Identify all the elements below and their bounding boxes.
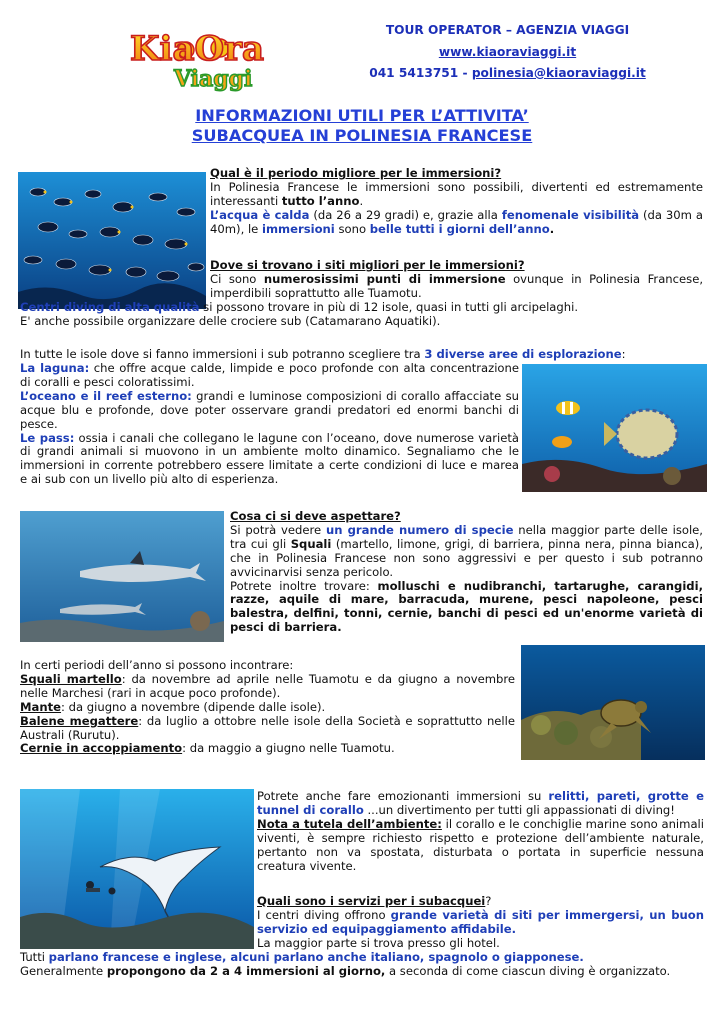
text-pass: ossia i canali che collegano le lagune con l’oceano, dove numerose varietà di grandi animali si muovono in un ambiente molto dinamico. Segnaliamo che le immersioni in corrente potrebbero essere limitate a certe condizioni di luce e marea e ai sub con un livello più alto di esperienza. bbox=[20, 430, 519, 487]
kiaora-logo bbox=[128, 20, 298, 96]
text-warm-water: L’acqua è calda bbox=[210, 207, 310, 222]
label-environment-note: Nota a tutela dell’ambiente: bbox=[257, 816, 442, 831]
photo-reef-sharks bbox=[20, 511, 224, 642]
photo-manta-ray bbox=[20, 789, 254, 949]
text-s2-1c: ovunque in Polinesia Francese, imperdibili soprattutto alle Tuamotu. bbox=[210, 271, 704, 300]
text-best-period-1: In Polinesia Francese le immersioni sono possibili, divertenti ed estremamente interessanti bbox=[210, 179, 703, 208]
text-groupers: : da maggio a giugno nelle Tuamotu. bbox=[182, 741, 395, 756]
text-s1-2d: (da 30m a 40m), le bbox=[210, 207, 703, 236]
text-dives: immersioni bbox=[261, 221, 335, 236]
section-dive-centers bbox=[20, 301, 710, 329]
text-s4-2a: Potrete inoltre trovare: bbox=[230, 578, 378, 593]
text-many-species: un grande numero di specie bbox=[325, 522, 514, 537]
label-lagoon: La laguna: bbox=[20, 361, 90, 375]
section-best-period bbox=[210, 167, 703, 237]
section-languages bbox=[20, 951, 710, 979]
label-humpback: Balene megattere bbox=[20, 713, 139, 728]
text-dives-per-day: propongono da 2 a 4 immersioni al giorno, bbox=[106, 963, 386, 978]
photo-angelfish-reef bbox=[522, 364, 707, 492]
agency-line: TOUR OPERATOR – AGENZIA VIAGGI bbox=[385, 23, 630, 37]
phone-number: 041 5413751 - bbox=[369, 66, 472, 80]
text-s6-1c: ...un divertimento per tutti gli appassionati di diving! bbox=[363, 802, 675, 817]
text-s2-1a: Ci sono bbox=[210, 271, 264, 286]
section-best-sites bbox=[210, 259, 703, 301]
section-what-to-expect bbox=[230, 510, 703, 635]
text-areas-colon: : bbox=[621, 347, 626, 361]
text-s4-1a: Si potrà vedere bbox=[230, 522, 326, 537]
text-s7-3a: Tutti bbox=[20, 950, 49, 964]
text-s7-1a: I centri diving offrono bbox=[257, 907, 391, 922]
text-s4-1e: (martello, limone, grigi, di barriera, pinna nera, pinna bianca), che in Polinesia Francese non sono aggressivi e per questo i sub potranno avvicinarvisi senza pericolo. bbox=[230, 536, 703, 579]
text-s2-2b: si possono trovare in più di 12 isole, quasi in tutti gli arcipelaghi. bbox=[199, 300, 579, 314]
label-pass: Le pass: bbox=[20, 430, 75, 445]
heading-what-to-expect: Cosa ci si deve aspettare? bbox=[230, 509, 401, 523]
text-s7-4a: Generalmente bbox=[20, 963, 107, 978]
heading-best-sites: Dove si trovano i siti migliori per le immersioni? bbox=[210, 258, 525, 272]
photo-school-of-fish bbox=[18, 172, 206, 309]
section-areas-intro bbox=[20, 348, 710, 362]
page-title bbox=[120, 106, 604, 146]
heading-best-period: Qual è il periodo migliore per le immersioni? bbox=[210, 166, 502, 180]
heading-services-q: ? bbox=[485, 894, 492, 908]
contact-block bbox=[365, 20, 650, 85]
label-groupers: Cernie in accoppiamento bbox=[20, 741, 183, 756]
label-ocean-reef: L’oceano e il reef esterno: bbox=[20, 388, 192, 403]
photo-sea-turtle bbox=[521, 645, 705, 760]
text-lagoon: che offre acque calde, limpide e poco profonde con alta concentrazione di coralli e pesci coloratissimi. bbox=[20, 361, 520, 389]
text-humpback: : da luglio a ottobre nelle isole della Società e soprattutto nelle Australi (Rurutu). bbox=[20, 713, 515, 742]
text-dive-centers: Centri diving di alta qualità bbox=[20, 300, 200, 314]
text-s6-1a: Potrete anche fare emozionanti immersioni su bbox=[257, 789, 549, 803]
title-line-2: SUBACQUEA IN POLINESIA FRANCESE bbox=[191, 126, 533, 145]
section-wrecks-and-environment bbox=[257, 790, 704, 873]
text-every-day: belle tutti i giorni dell’anno bbox=[369, 221, 550, 236]
text-services-offer: grande varietà di siti per immergersi, un buon servizio ed equipaggiamento affidabile. bbox=[257, 907, 705, 936]
text-hotels: La maggior parte si trova presso gli hotel. bbox=[257, 935, 500, 950]
text-wrecks: relitti, pareti, grotte e tunnel di corallo bbox=[257, 789, 704, 817]
text-species-list: molluschi e nudibranchi, tartarughe, carangidi, razze, aquile di mare, barracuda, murene, pesci napoleone, pesci balestra, delfini, tonni, cernie, banchi di pesci ed un'enorme varietà di pesci di barriera. bbox=[230, 578, 703, 635]
text-three-areas: 3 diverse aree di esplorazione bbox=[424, 347, 622, 361]
text-languages: parlano francese e inglese, alcuni parlano anche italiano, spagnolo o giapponese. bbox=[48, 950, 584, 964]
website-link[interactable]: www.kiaoraviaggi.it bbox=[438, 44, 577, 59]
text-sharks: Squali bbox=[290, 536, 332, 551]
text-s1-2b: (da 26 a 29 gradi) e, grazie alla bbox=[309, 207, 502, 222]
text-environment-note: il corallo e le conchiglie marine sono animali viventi, è sempre richiesto rispetto e protezione dell’ambiente naturale, pertanto non va spostata, disturbata o portata in superficie nessuna creatura vivente. bbox=[257, 816, 704, 873]
email-link[interactable]: polinesia@kiaoraviaggi.it bbox=[471, 66, 646, 80]
text-s7-4c: a seconda di come ciascun diving è organizzato. bbox=[385, 963, 671, 978]
text-s1-2h: . bbox=[549, 221, 555, 236]
text-cruises: E' anche possibile organizzare delle crociere sub (Catamarano Aquatiki). bbox=[20, 313, 441, 328]
text-best-period-1c: . bbox=[359, 193, 364, 208]
text-many-spots: numerosissimi punti di immersione bbox=[263, 271, 506, 286]
text-visibility: fenomenale visibilità bbox=[501, 207, 640, 222]
section-seasonal bbox=[20, 659, 515, 756]
text-manta: : da giugno a novembre (dipende dalle isole). bbox=[61, 699, 326, 714]
heading-services: Quali sono i servizi per i subacquei bbox=[257, 894, 486, 908]
text-seasonal-intro: In certi periodi dell’anno si possono incontrare: bbox=[20, 658, 294, 672]
label-manta: Mante bbox=[20, 699, 62, 714]
section-areas bbox=[20, 362, 519, 487]
logo-text: KiaOra bbox=[130, 29, 265, 69]
section-services bbox=[257, 895, 704, 951]
text-hammerhead: : da novembre ad aprile nelle Tuamotu e da giugno a novembre nelle Marchesi (rari in acque poco profonde). bbox=[20, 671, 515, 700]
text-best-period-1b: tutto l’anno bbox=[281, 193, 360, 208]
text-areas-intro: In tutte le isole dove si fanno immersioni i sub potranno scegliere tra bbox=[20, 347, 425, 361]
logo-subtext: Viaggi bbox=[174, 66, 253, 92]
text-s4-1c: nella maggior parte delle isole, tra cui gli bbox=[230, 522, 703, 551]
title-line-1: INFORMAZIONI UTILI PER L’ATTIVITA’ bbox=[195, 106, 529, 125]
label-hammerhead: Squali martello bbox=[20, 671, 122, 686]
text-ocean-reef: grandi e luminose composizioni di corallo affacciate su acque blu e profonde, dove poter osservare grandi predatori ed enormi banchi di pesce. bbox=[20, 388, 519, 431]
text-s1-2f: sono bbox=[334, 221, 370, 236]
